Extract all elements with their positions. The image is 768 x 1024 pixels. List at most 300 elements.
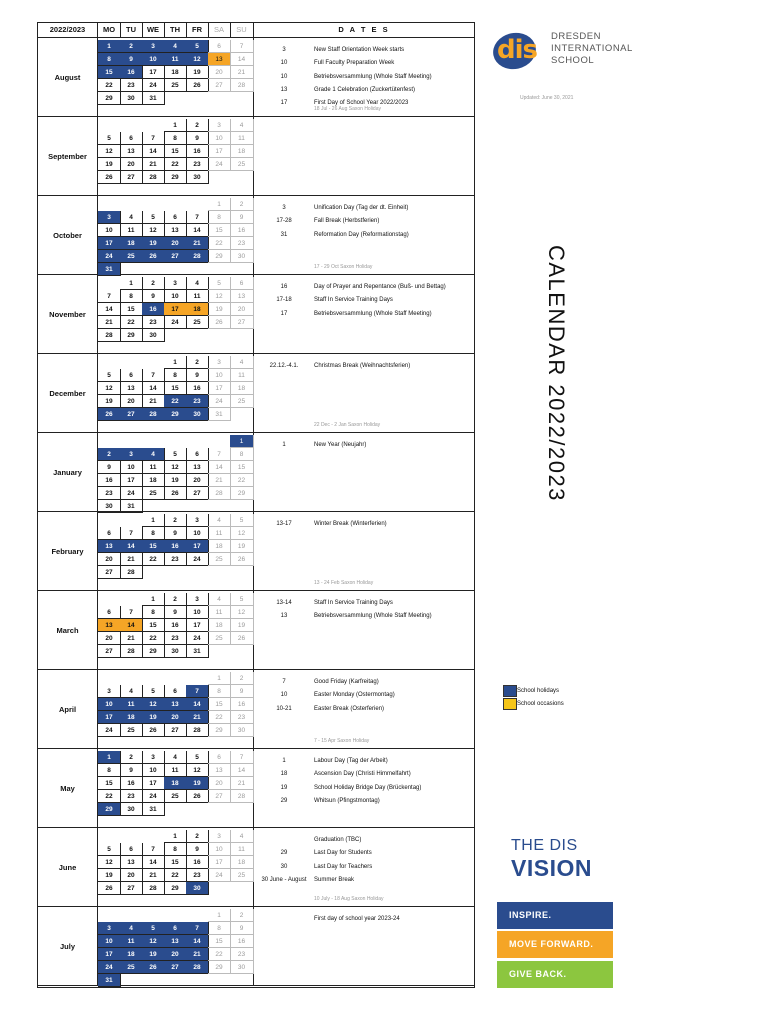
day-cell: 10 — [142, 764, 165, 777]
day-cell: 9 — [120, 764, 143, 777]
day-cell: 7 — [186, 922, 209, 935]
day-cell: 9 — [120, 53, 143, 66]
event-date: 1 — [282, 758, 286, 764]
day-cell: 17 — [98, 711, 121, 724]
day-cell: 24 — [186, 553, 209, 566]
day-cell: 11 — [120, 224, 143, 237]
day-cell: 3 — [142, 40, 165, 53]
day-cell: 7 — [142, 843, 165, 856]
event-row — [254, 834, 474, 847]
month-events — [254, 196, 474, 274]
event-title: Unification Day (Tag der dt. Einheit) — [314, 205, 409, 211]
day-cell: 22 — [230, 474, 254, 487]
day-cell: 25 — [186, 316, 209, 329]
day-cell: 3 — [208, 830, 231, 843]
day-cell: 11 — [142, 461, 165, 474]
day-cell: 24 — [142, 79, 165, 92]
day-cell: 3 — [186, 593, 209, 606]
month-day-grid — [98, 354, 254, 432]
day-cell: 4 — [230, 356, 254, 369]
day-cell: 27 — [208, 79, 231, 92]
day-cell: 9 — [186, 132, 209, 145]
day-cell: 21 — [120, 632, 143, 645]
month-september — [38, 117, 474, 196]
day-cell: 30 — [164, 645, 187, 658]
day-cell: 1 — [164, 356, 187, 369]
day-cell: 18 — [186, 303, 209, 316]
day-cell: 10 — [98, 935, 121, 948]
event-title: Betriebsversammlung (Whole Staff Meeting) — [314, 613, 432, 620]
day-cell: 24 — [208, 869, 231, 882]
day-cell: 15 — [98, 66, 121, 79]
day-cell: 28 — [230, 790, 254, 803]
day-cell: 5 — [186, 40, 209, 53]
day-cell: 16 — [164, 540, 187, 553]
day-cell: 25 — [120, 961, 143, 974]
day-cell: 13 — [120, 145, 143, 158]
logo-mark: dis — [497, 35, 537, 65]
day-cell: 11 — [230, 132, 254, 145]
day-cell: 18 — [120, 237, 143, 250]
day-cell: 25 — [164, 790, 187, 803]
day-cell: 30 — [230, 961, 254, 974]
event-title: Betriebsversammlung (Whole Staff Meeting) — [314, 73, 432, 80]
event-date: 13-14 — [276, 600, 292, 606]
day-cell: 23 — [186, 869, 209, 882]
day-header-sa: SA — [208, 23, 231, 37]
day-cell: 24 — [208, 158, 231, 171]
day-cell: 2 — [230, 198, 254, 211]
day-cell: 20 — [120, 158, 143, 171]
day-cell: 12 — [186, 764, 209, 777]
day-cell: 4 — [164, 751, 187, 764]
day-cell: 25 — [208, 553, 231, 566]
day-cell: 4 — [164, 40, 187, 53]
day-cell: 6 — [98, 527, 121, 540]
day-cell: 11 — [164, 53, 187, 66]
day-cell: 16 — [142, 303, 165, 316]
day-cell: 20 — [164, 237, 187, 250]
event-row — [254, 689, 474, 702]
day-cell: 29 — [230, 487, 254, 500]
day-cell: 10 — [142, 53, 165, 66]
month-april — [38, 670, 474, 749]
event-title: Winter Break (Winterferien) — [314, 521, 387, 527]
month-name: April — [38, 670, 98, 748]
day-cell: 9 — [230, 685, 254, 698]
day-cell: 4 — [186, 277, 209, 290]
month-day-grid — [98, 196, 254, 274]
day-cell: 3 — [164, 277, 187, 290]
event-row — [254, 768, 474, 781]
month-day-grid — [98, 117, 254, 195]
day-cell: 8 — [208, 922, 231, 935]
day-cell: 13 — [230, 290, 254, 303]
day-cell: 28 — [120, 566, 143, 579]
day-cell: 11 — [120, 698, 143, 711]
day-cell: 20 — [98, 553, 121, 566]
day-cell: 23 — [230, 237, 254, 250]
day-cell: 15 — [120, 303, 143, 316]
day-cell: 9 — [142, 290, 165, 303]
day-cell: 11 — [230, 369, 254, 382]
day-cell: 4 — [208, 514, 231, 527]
event-title: Last Day for Teachers — [314, 863, 373, 870]
event-date: 17 — [280, 310, 288, 317]
day-cell: 4 — [120, 211, 143, 224]
day-cell: 2 — [230, 909, 254, 922]
day-cell: 22 — [208, 237, 231, 250]
day-cell: 26 — [98, 882, 121, 895]
month-name: March — [38, 591, 98, 669]
day-cell: 7 — [98, 290, 121, 303]
event-date: 3 — [282, 205, 286, 211]
day-cell: 19 — [142, 711, 165, 724]
day-cell: 29 — [120, 329, 143, 342]
day-cell: 20 — [164, 948, 187, 961]
day-cell: 11 — [164, 764, 187, 777]
day-cell: 6 — [230, 277, 254, 290]
day-cell: 30 — [186, 882, 209, 895]
event-date: 3 — [282, 47, 286, 53]
day-cell: 14 — [230, 53, 254, 66]
month-august — [38, 38, 474, 117]
day-cell: 10 — [164, 290, 187, 303]
day-cell: 14 — [142, 856, 165, 869]
day-cell: 4 — [120, 685, 143, 698]
day-cell: 2 — [230, 672, 254, 685]
day-cell: 13 — [164, 224, 187, 237]
day-cell: 8 — [142, 527, 165, 540]
day-cell: 13 — [120, 382, 143, 395]
event-row — [254, 84, 474, 97]
day-cell: 12 — [98, 856, 121, 869]
day-cell: 24 — [186, 632, 209, 645]
event-row — [254, 44, 474, 57]
day-cell: 20 — [120, 395, 143, 408]
day-cell: 16 — [98, 474, 121, 487]
month-events — [254, 907, 474, 985]
day-cell: 21 — [120, 553, 143, 566]
day-cell: 26 — [186, 79, 209, 92]
day-cell: 30 — [230, 724, 254, 737]
logo-line-1: DRESDEN — [551, 31, 601, 42]
month-march — [38, 591, 474, 670]
event-title: First Day of School Year 2022/2023 — [314, 100, 409, 107]
day-cell: 22 — [142, 632, 165, 645]
event-row — [254, 755, 474, 768]
day-cell: 26 — [230, 553, 254, 566]
day-cell: 28 — [120, 645, 143, 658]
day-cell: 6 — [186, 448, 209, 461]
day-cell: 6 — [164, 922, 187, 935]
day-cell: 8 — [208, 211, 231, 224]
day-cell: 14 — [208, 461, 231, 474]
day-cell: 14 — [230, 764, 254, 777]
day-cell: 26 — [208, 316, 231, 329]
day-cell: 5 — [98, 132, 121, 145]
month-events — [254, 275, 474, 353]
day-cell: 14 — [186, 224, 209, 237]
day-cell: 18 — [120, 948, 143, 961]
day-cell: 19 — [230, 540, 254, 553]
updated-date: Updated: June 30, 2021 — [520, 95, 574, 101]
day-cell: 29 — [164, 171, 187, 184]
saxon-holiday-note: 13 - 24 Feb Saxon Holiday — [314, 580, 374, 586]
day-cell: 7 — [120, 606, 143, 619]
event-row — [254, 795, 474, 808]
day-cell: 28 — [142, 408, 165, 421]
day-cell: 2 — [186, 119, 209, 132]
day-cell: 1 — [230, 435, 254, 448]
day-cell: 8 — [142, 606, 165, 619]
day-cell: 14 — [186, 935, 209, 948]
day-cell: 4 — [142, 448, 165, 461]
day-cell: 16 — [230, 698, 254, 711]
day-cell: 31 — [186, 645, 209, 658]
day-cell: 10 — [98, 698, 121, 711]
event-row — [254, 215, 474, 228]
day-cell: 21 — [142, 395, 165, 408]
day-cell: 30 — [142, 329, 165, 342]
day-cell: 24 — [98, 961, 121, 974]
event-title: Grade 1 Celebration (Zuckertütenfest) — [314, 86, 416, 93]
day-cell: 25 — [230, 395, 254, 408]
day-cell: 16 — [164, 619, 187, 632]
day-cell: 11 — [230, 843, 254, 856]
event-date: 30 — [280, 863, 288, 870]
day-cell: 29 — [142, 645, 165, 658]
month-name: September — [38, 117, 98, 195]
day-cell: 1 — [120, 277, 143, 290]
vision-move-forward-bar: MOVE FORWARD. — [497, 931, 613, 958]
day-cell: 11 — [208, 527, 231, 540]
day-cell: 17 — [186, 540, 209, 553]
day-cell: 15 — [208, 224, 231, 237]
day-cell: 27 — [98, 566, 121, 579]
month-day-grid — [98, 670, 254, 748]
day-cell: 14 — [186, 698, 209, 711]
event-date: 10 — [280, 692, 288, 699]
event-date: 22.12.-4.1. — [269, 363, 299, 369]
day-cell: 21 — [142, 869, 165, 882]
day-cell: 17 — [142, 777, 165, 790]
event-row — [254, 861, 474, 874]
day-cell: 5 — [98, 843, 121, 856]
day-cell: 1 — [208, 198, 231, 211]
day-cell: 16 — [230, 935, 254, 948]
day-cell: 27 — [120, 171, 143, 184]
day-cell: 14 — [142, 145, 165, 158]
day-cell: 24 — [120, 487, 143, 500]
month-events — [254, 354, 474, 432]
day-cell: 8 — [98, 764, 121, 777]
event-title: Whitsun (Pfingstmontag) — [314, 797, 380, 804]
day-cell: 26 — [230, 632, 254, 645]
day-cell: 17 — [98, 237, 121, 250]
day-cell: 21 — [230, 777, 254, 790]
day-cell: 3 — [98, 211, 121, 224]
day-cell: 8 — [98, 53, 121, 66]
day-cell: 13 — [208, 53, 231, 66]
day-cell: 12 — [142, 224, 165, 237]
saxon-holiday-note: 18 Jul - 26 Aug Saxon Holiday — [314, 106, 381, 112]
day-cell: 5 — [208, 277, 231, 290]
day-cell: 25 — [208, 632, 231, 645]
day-cell: 5 — [142, 685, 165, 698]
day-cell: 27 — [164, 724, 187, 737]
day-cell: 31 — [98, 263, 121, 276]
day-cell: 5 — [142, 922, 165, 935]
day-cell: 15 — [208, 698, 231, 711]
logo-line-3: SCHOOL — [551, 55, 595, 66]
day-header-we: WE — [142, 23, 165, 37]
day-cell: 7 — [142, 132, 165, 145]
vision-give-back-bar: GIVE BACK. — [497, 961, 613, 988]
day-cell: 11 — [120, 935, 143, 948]
day-cell: 22 — [164, 869, 187, 882]
day-cell: 23 — [164, 632, 187, 645]
day-cell: 23 — [120, 79, 143, 92]
day-cell: 15 — [164, 856, 187, 869]
event-row — [254, 782, 474, 795]
saxon-holiday-note: 10 July - 18 Aug Saxon Holiday — [314, 896, 384, 902]
day-cell: 14 — [120, 619, 143, 632]
day-cell: 29 — [208, 724, 231, 737]
day-cell: 12 — [142, 935, 165, 948]
day-cell: 7 — [186, 211, 209, 224]
day-cell: 24 — [98, 724, 121, 737]
month-day-grid — [98, 749, 254, 827]
day-cell: 21 — [142, 158, 165, 171]
day-cell: 6 — [120, 843, 143, 856]
day-cell: 10 — [186, 527, 209, 540]
day-cell: 15 — [164, 145, 187, 158]
event-title: Easter Monday (Ostermontag) — [314, 692, 395, 699]
day-cell: 30 — [120, 92, 143, 105]
event-date: 10-21 — [276, 705, 292, 712]
day-cell: 24 — [142, 790, 165, 803]
month-name: October — [38, 196, 98, 274]
event-date: 16 — [280, 284, 288, 290]
month-name: February — [38, 512, 98, 590]
day-cell: 27 — [120, 408, 143, 421]
month-events — [254, 670, 474, 748]
day-cell: 24 — [208, 395, 231, 408]
day-cell: 23 — [120, 790, 143, 803]
month-may — [38, 749, 474, 828]
day-cell: 1 — [142, 593, 165, 606]
day-cell: 16 — [186, 145, 209, 158]
day-cell: 18 — [208, 619, 231, 632]
dis-vision-panel — [497, 825, 613, 989]
day-cell: 3 — [142, 751, 165, 764]
day-cell: 5 — [230, 514, 254, 527]
vision-title-the: THE DIS — [511, 837, 578, 854]
day-cell: 19 — [186, 66, 209, 79]
event-date: 29 — [280, 850, 288, 857]
day-cell: 14 — [98, 303, 121, 316]
day-cell: 14 — [142, 382, 165, 395]
day-cell: 26 — [186, 790, 209, 803]
day-cell: 7 — [230, 751, 254, 764]
month-june — [38, 828, 474, 907]
month-october — [38, 196, 474, 275]
day-cell: 6 — [164, 685, 187, 698]
day-cell: 26 — [98, 408, 121, 421]
event-row — [254, 57, 474, 70]
legend-occasions-label: School occasions — [517, 701, 564, 707]
day-cell: 2 — [164, 514, 187, 527]
day-cell: 4 — [230, 830, 254, 843]
month-day-grid — [98, 512, 254, 590]
day-cell: 10 — [186, 606, 209, 619]
day-cell: 19 — [164, 474, 187, 487]
day-cell: 17 — [98, 948, 121, 961]
day-cell: 1 — [164, 830, 187, 843]
day-cell: 12 — [186, 53, 209, 66]
month-day-grid — [98, 907, 254, 985]
month-day-grid — [98, 591, 254, 669]
day-cell: 24 — [98, 250, 121, 263]
day-cell: 7 — [230, 40, 254, 53]
day-cell: 29 — [164, 882, 187, 895]
event-date: 13-17 — [276, 521, 292, 527]
event-title: School Holiday Bridge Day (Brückentag) — [314, 784, 422, 791]
event-row — [254, 518, 474, 531]
day-cell: 27 — [164, 961, 187, 974]
month-day-grid — [98, 433, 254, 511]
day-cell: 13 — [98, 540, 121, 553]
day-cell: 28 — [186, 961, 209, 974]
event-date: 17-28 — [276, 218, 292, 225]
month-january — [38, 433, 474, 512]
day-cell: 8 — [164, 132, 187, 145]
month-name: August — [38, 38, 98, 116]
day-cell: 26 — [164, 487, 187, 500]
day-cell: 23 — [186, 395, 209, 408]
event-row — [254, 610, 474, 623]
event-row — [254, 71, 474, 84]
event-row — [254, 439, 474, 452]
day-cell: 12 — [142, 698, 165, 711]
legend-holidays-swatch — [503, 685, 517, 697]
day-cell: 10 — [208, 369, 231, 382]
month-name: June — [38, 828, 98, 906]
event-title: Labour Day (Tag der Arbeit) — [314, 758, 388, 764]
day-cell: 30 — [230, 250, 254, 263]
day-cell: 3 — [98, 922, 121, 935]
day-cell: 8 — [120, 290, 143, 303]
day-cell: 12 — [230, 606, 254, 619]
day-cell: 11 — [186, 290, 209, 303]
day-cell: 10 — [120, 461, 143, 474]
day-cell: 26 — [142, 250, 165, 263]
event-date: 30 June - August — [261, 876, 307, 883]
day-cell: 28 — [142, 882, 165, 895]
day-cell: 9 — [230, 922, 254, 935]
day-cell: 30 — [98, 500, 121, 513]
day-cell: 21 — [186, 711, 209, 724]
day-cell: 22 — [120, 316, 143, 329]
day-cell: 15 — [142, 619, 165, 632]
day-cell: 2 — [142, 277, 165, 290]
day-cell: 31 — [120, 500, 143, 513]
day-cell: 5 — [98, 369, 121, 382]
event-row — [254, 703, 474, 716]
month-name: November — [38, 275, 98, 353]
day-cell: 19 — [142, 237, 165, 250]
